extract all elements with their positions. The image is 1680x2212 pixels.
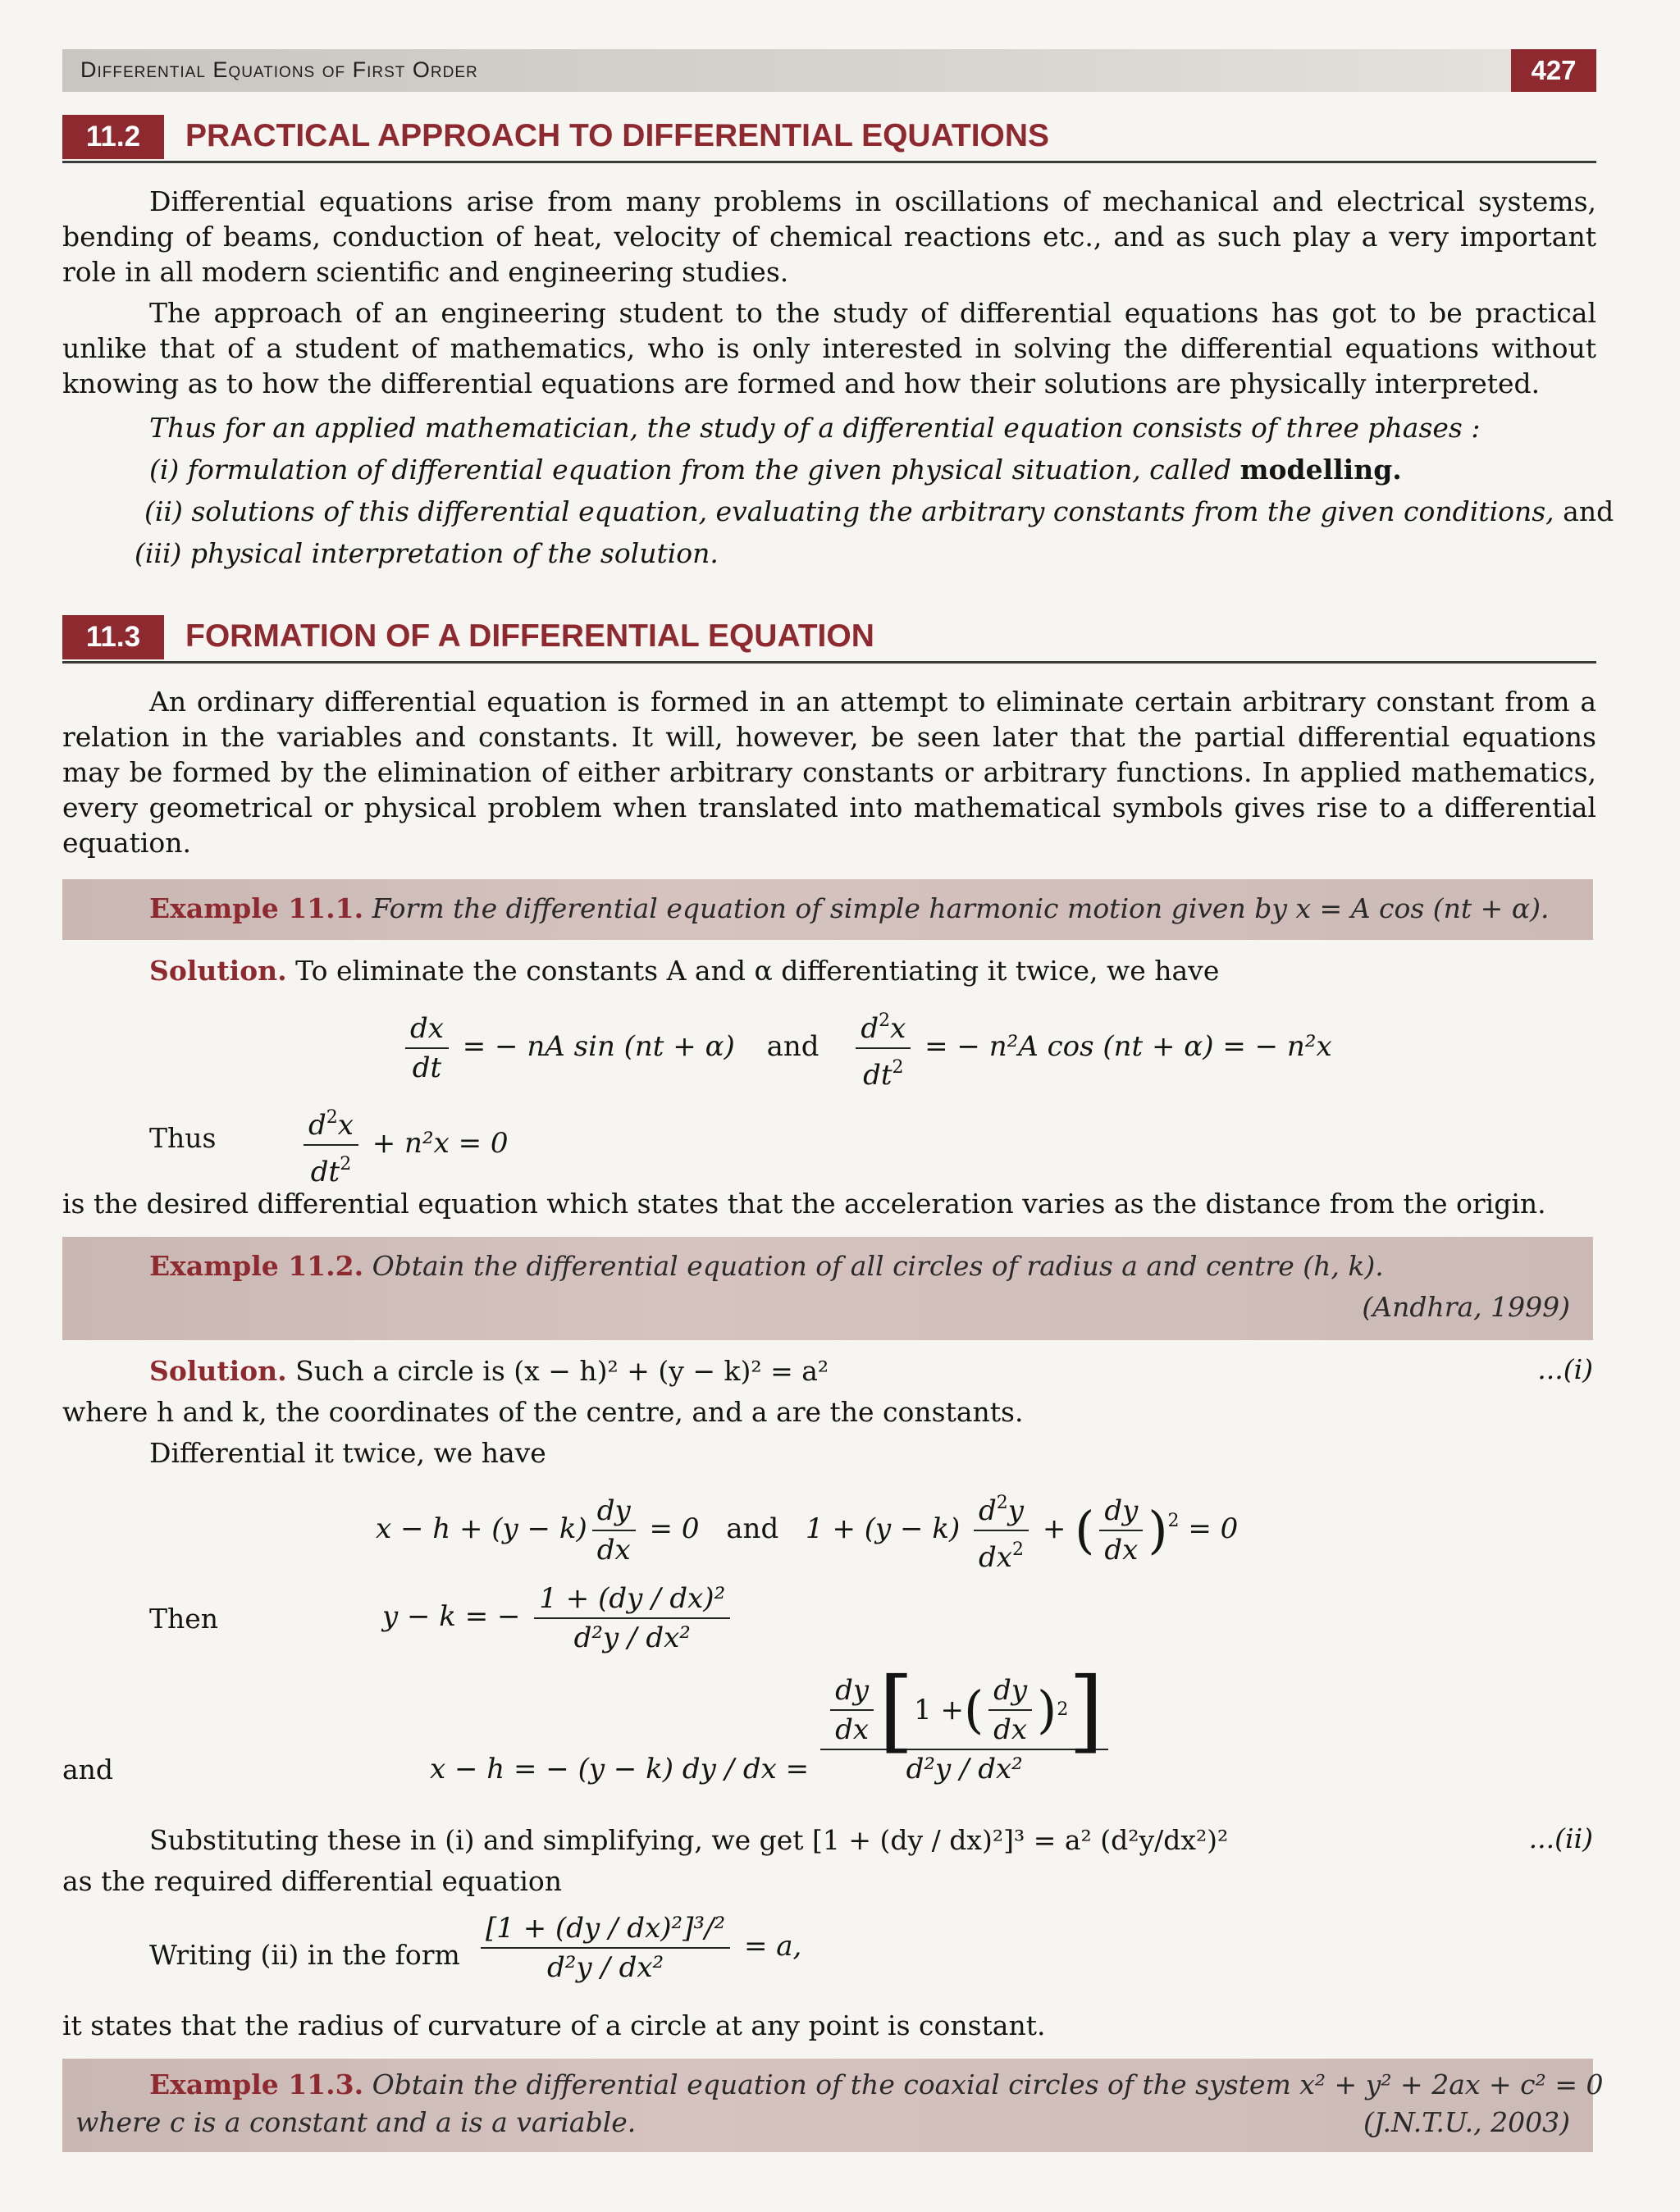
equation-ref: ...(i)	[1537, 1353, 1593, 1385]
phase-3: (iii) physical interpretation of the solution.	[135, 537, 719, 569]
equation-text: = − n²A cos (nt + α) = − n²x	[924, 1030, 1332, 1063]
thus-label: Thus	[149, 1122, 217, 1154]
and-text: and	[766, 1030, 819, 1063]
section-number: 11.2	[62, 115, 164, 159]
paragraph-text: The approach of an engineering student to the study of differential equations has got to be practical unlike that of a student of mathematics, who is only interested in solving the differential equations without knowing as to how the differential equations are formed and how their solutions are physically interpreted.	[62, 297, 1596, 399]
equation-text: + n²x = 0	[372, 1127, 509, 1160]
example-statement	[149, 891, 1549, 926]
solution-label: Solution.	[149, 955, 287, 987]
example-source: (J.N.T.U., 2003)	[1363, 2106, 1570, 2138]
running-header	[62, 49, 1596, 92]
equation-text: = − nA sin (nt + α)	[462, 1030, 735, 1063]
example-text: Form the differential equation of simple harmonic motion given by x = A cos (nt + α).	[372, 892, 1550, 924]
solution-text: To eliminate the constants A and α differentiating it twice, we have	[295, 955, 1220, 987]
required-text: as the required differential equation	[62, 1865, 563, 1897]
example-statement	[149, 1248, 1384, 1284]
example-text: Obtain the differential equation of the coaxial circles of the system x² + y² + 2ax + c² = 0	[372, 2068, 1604, 2100]
example-band	[62, 879, 1593, 940]
example-band	[62, 1237, 1593, 1340]
denominator: d²y / dx²	[573, 1621, 691, 1654]
radius-text: it states that the radius of curvature of a circle at any point is constant.	[62, 2009, 1046, 2041]
and-text: and	[726, 1512, 779, 1545]
section-heading-11-2	[62, 115, 1596, 163]
section-number: 11.3	[62, 615, 164, 659]
phase-1	[149, 452, 1596, 487]
equation-circle-derivatives: x − h + (y − k) $\frac{dy}{dx}$ = 0 and 1 + (y − k) $\frac{d^2y}{dx^2}$ + ( $\frac{dy}{dx}$ )$^2$ = 0	[376, 1486, 1238, 1575]
example-text: Obtain the differential equation of all circles of radius a and centre (h, k).	[372, 1250, 1384, 1282]
writing-text: Writing (ii) in the form	[149, 1939, 460, 1971]
phases-intro: Thus for an applied mathematician, the study of a differential equation consists of three phases :	[149, 412, 1481, 444]
equation-radius	[476, 1911, 801, 1985]
example-label: Example 11.1.	[149, 892, 364, 924]
phase-2-text: (ii) solutions of this differential equation, evaluating the arbitrary constants from the given conditions,	[144, 495, 1554, 527]
diff-twice-text: Differential it twice, we have	[149, 1437, 546, 1469]
section-title: FORMATION OF A DIFFERENTIAL EQUATION	[185, 618, 874, 654]
equation-ref: ...(ii)	[1528, 1822, 1593, 1854]
where-text: where h and k, the coordinates of the centre, and a are the constants.	[62, 1396, 1024, 1428]
solution	[149, 1353, 829, 1389]
phase-2-and: and	[1554, 495, 1614, 527]
section-heading-11-3	[62, 615, 1596, 664]
paragraph-text: An ordinary differential equation is formed in an attempt to eliminate certain arbitrary constant from a relation in the variables and constants. It will, however, be seen later that the partial differential equations may be formed by the elimination of either arbitrary constants or arbitrary functions. In applied mathematics, every geometrical or physical problem when translated into mathematical symbols gives rise to a differential equation.	[62, 686, 1596, 859]
substituting-text: Substituting these in (i) and simplifying, we get [1 + (dy / dx)²]³ = a² (d²y/dx²)²	[149, 1824, 1229, 1856]
equation-x-minus-h: x − h = − (y − k) dy / dx = $\frac{dy}{dx}$ [ 1 + ( $\frac{dy}{dx}$ ) 2 ] d²y / dx²	[430, 1673, 1113, 1786]
example-band	[62, 2059, 1604, 2152]
paragraph	[62, 684, 1596, 860]
section-title: PRACTICAL APPROACH TO DIFFERENTIAL EQUATIONS	[185, 118, 1050, 153]
example-text-cont: where c is a constant and a is a variable.	[75, 2106, 637, 2138]
phase-1-keyword: modelling.	[1239, 454, 1402, 486]
example-source: (Andhra, 1999)	[1362, 1291, 1570, 1323]
paragraph	[62, 295, 1596, 401]
example-label: Example 11.3.	[149, 2068, 364, 2100]
numerator: 1 + (dy / dx)²	[534, 1581, 730, 1619]
equation-text: 1 + (y − k)	[806, 1512, 961, 1545]
conclusion: is the desired differential equation which states that the acceleration varies as the distance from the origin.	[62, 1188, 1546, 1220]
equation-text: x − h = − (y − k) dy / dx =	[430, 1753, 810, 1786]
solution-label: Solution.	[149, 1355, 287, 1387]
paragraph-text: Differential equations arise from many problems in oscillations of mechanical and electrical systems, bending of beams, conduction of heat, velocity of chemical reactions etc., and as such play a very important role in all modern scientific and engineering studies.	[62, 185, 1596, 288]
example-statement	[149, 2067, 1603, 2102]
numerator: [1 + (dy / dx)²]³/²	[481, 1911, 730, 1949]
phase-1-text: (i) formulation of differential equation from the given physical situation, called	[149, 454, 1240, 486]
denominator: d²y / dx²	[546, 1951, 664, 1984]
phase-2	[144, 494, 1614, 529]
then-label: Then	[149, 1603, 219, 1635]
running-title: Differential Equations of First Order	[80, 57, 478, 82]
and-label: and	[62, 1754, 114, 1786]
equation-text: = 0	[1188, 1512, 1239, 1545]
solution	[149, 953, 1593, 988]
page-number: 427	[1511, 49, 1596, 92]
equation-text: = a,	[743, 1930, 802, 1963]
equation-text: x − h + (y − k)	[376, 1512, 587, 1545]
equation-y-minus-k	[382, 1581, 735, 1655]
example-label: Example 11.2.	[149, 1250, 364, 1282]
equation-text: y − k = −	[382, 1600, 521, 1633]
equation-text: = 0	[649, 1512, 700, 1545]
equation-first-derivatives: $\frac{dx}{dt}$ = − nA sin (nt + α) and $\frac{d^2x}{dt^2}$ = − n²A cos (nt + α) = − n²x	[400, 1004, 1332, 1092]
denominator: d²y / dx²	[906, 1753, 1023, 1786]
solution-text: Such a circle is (x − h)² + (y − k)² = a²	[295, 1355, 829, 1387]
paragraph	[62, 184, 1596, 290]
equation-shm: $\frac{d^2x}{dt^2}$ + n²x = 0	[299, 1101, 509, 1189]
